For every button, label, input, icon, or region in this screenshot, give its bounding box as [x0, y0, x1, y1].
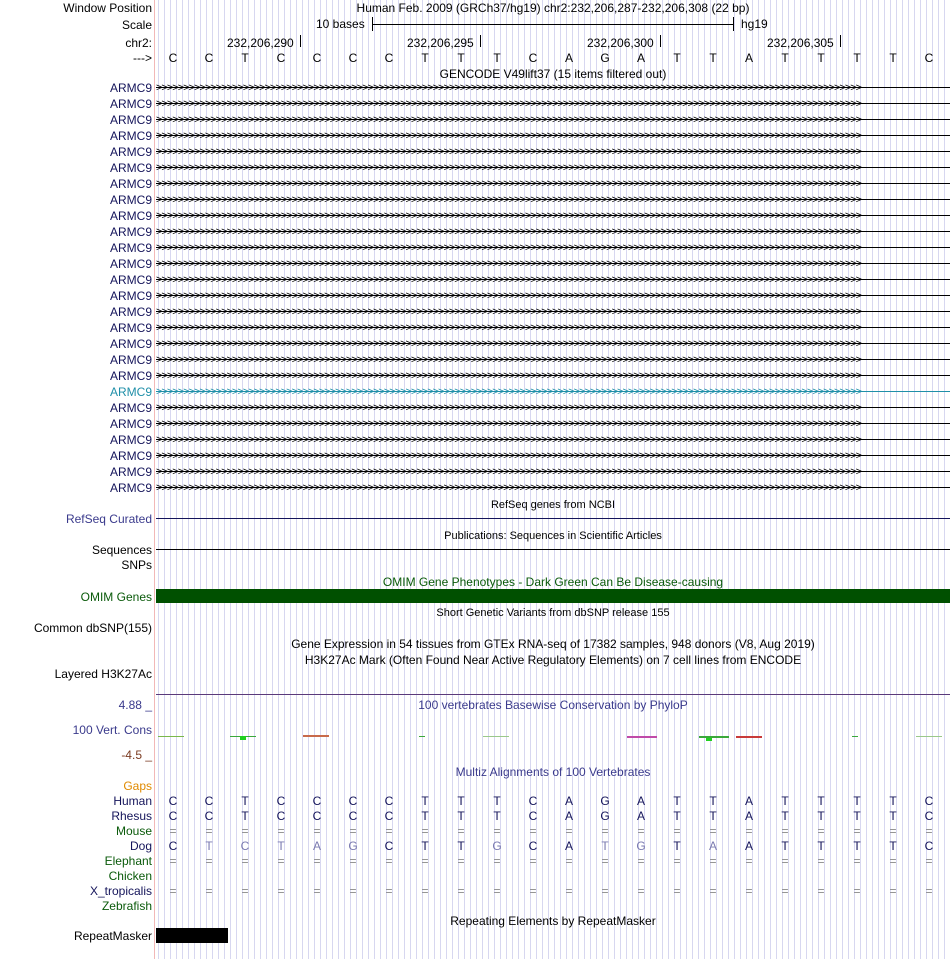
gene-feature[interactable]	[156, 193, 950, 207]
alignment-base: =	[601, 854, 609, 868]
strand-arrows: >>>>>>>>>>>>>>>>>>>>>>>>>>>>>>>>>>>>>>>>>>>>>>>>>>>>>>>>>>>>>>>>>>>>>>>>>>>>>>>>>>>>>>>>>>>>>>>>>>>>>>>>>>>>>>>>>>>>>>>>>>>>>>>>>>	[156, 418, 862, 430]
gene-feature[interactable]	[156, 385, 950, 399]
alignment-base: =	[529, 884, 537, 898]
position-tick-4	[840, 35, 841, 47]
alignment-base: =	[493, 884, 501, 898]
gene-label[interactable]: ARMC9	[109, 129, 152, 143]
alignment-base: C	[384, 839, 394, 853]
strand-arrows: >>>>>>>>>>>>>>>>>>>>>>>>>>>>>>>>>>>>>>>>>>>>>>>>>>>>>>>>>>>>>>>>>>>>>>>>>>>>>>>>>>>>>>>>>>>>>>>>>>>>>>>>>>>>>>>>>>>>>>>>>>>>>>>>>>	[156, 242, 862, 254]
alignment-base: T	[493, 809, 501, 823]
alignment-base: =	[781, 824, 789, 838]
gene-feature[interactable]	[156, 257, 950, 271]
repeatmasker-track-label[interactable]: RepeatMasker	[73, 929, 152, 943]
alignment-base: =	[313, 884, 321, 898]
phylop-mark	[158, 736, 184, 737]
alignment-base: =	[313, 824, 321, 838]
alignment-base: C	[168, 794, 178, 808]
assembly-label: hg19	[741, 17, 768, 31]
alignment-base: A	[744, 839, 753, 853]
gene-feature[interactable]	[156, 177, 950, 191]
gene-label[interactable]: ARMC9	[109, 353, 152, 367]
alignment-base: T	[709, 794, 717, 808]
gene-feature[interactable]	[156, 145, 950, 159]
h3k27ac-track-label[interactable]: Layered H3K27Ac	[54, 667, 152, 681]
gene-label[interactable]: ARMC9	[109, 369, 152, 383]
alignment-base: A	[564, 839, 573, 853]
alignment-base: T	[457, 809, 465, 823]
alignment-base: =	[205, 884, 213, 898]
alignment-base: T	[889, 809, 897, 823]
sequence-base: C	[384, 51, 394, 65]
alignment-base: =	[925, 854, 933, 868]
phylop-mark	[303, 735, 329, 737]
gene-feature[interactable]	[156, 481, 950, 495]
dbsnp-track-title[interactable]: Short Genetic Variants from dbSNP release 155	[436, 607, 670, 619]
alignment-base: T	[241, 809, 249, 823]
strand-arrows: >>>>>>>>>>>>>>>>>>>>>>>>>>>>>>>>>>>>>>>>>>>>>>>>>>>>>>>>>>>>>>>>>>>>>>>>>>>>>>>>>>>>>>>>>>>>>>>>>>>>>>>>>>>>>>>>>>>>>>>>>>>>>>>>>>	[156, 354, 862, 366]
alignment-base: =	[925, 824, 933, 838]
alignment-base: T	[673, 809, 681, 823]
scale-bar-right-tick	[733, 17, 734, 31]
alignment-base: =	[853, 854, 861, 868]
strand-arrows: >>>>>>>>>>>>>>>>>>>>>>>>>>>>>>>>>>>>>>>>>>>>>>>>>>>>>>>>>>>>>>>>>>>>>>>>>>>>>>>>>>>>>>>>>>>>>>>>>>>>>>>>>>>>>>>>>>>>>>>>>>>>>>>>>>	[156, 290, 862, 302]
strand-arrows: >>>>>>>>>>>>>>>>>>>>>>>>>>>>>>>>>>>>>>>>>>>>>>>>>>>>>>>>>>>>>>>>>>>>>>>>>>>>>>>>>>>>>>>>>>>>>>>>>>>>>>>>>>>>>>>>>>>>>>>>>>>>>>>>>>	[156, 434, 862, 446]
sequence-base: T	[241, 51, 249, 65]
gencode-track-title[interactable]: GENCODE V49lift37 (15 items filtered out)	[439, 67, 667, 81]
alignment-base: A	[636, 794, 645, 808]
strand-arrows: >>>>>>>>>>>>>>>>>>>>>>>>>>>>>>>>>>>>>>>>>>>>>>>>>>>>>>>>>>>>>>>>>>>>>>>>>>>>>>>>>>>>>>>>>>>>>>>>>>>>>>>>>>>>>>>>>>>>>>>>>>>>>>>>>>	[156, 338, 862, 350]
strand-arrows: >>>>>>>>>>>>>>>>>>>>>>>>>>>>>>>>>>>>>>>>>>>>>>>>>>>>>>>>>>>>>>>>>>>>>>>>>>>>>>>>>>>>>>>>>>>>>>>>>>>>>>>>>>>>>>>>>>>>>>>>>>>>>>>>>>	[156, 466, 862, 478]
sequence-base: T	[853, 51, 861, 65]
alignment-base: =	[277, 884, 285, 898]
omim-track-label[interactable]: OMIM Genes	[80, 590, 152, 604]
alignment-base: A	[312, 839, 321, 853]
alignment-base: =	[349, 824, 357, 838]
alignment-base: =	[745, 824, 753, 838]
strand-arrows: >>>>>>>>>>>>>>>>>>>>>>>>>>>>>>>>>>>>>>>>>>>>>>>>>>>>>>>>>>>>>>>>>>>>>>>>>>>>>>>>>>>>>>>>>>>>>>>>>>>>>>>>>>>>>>>>>>>>>>>>>>>>>>>>>>	[156, 114, 862, 126]
sequence-base: T	[709, 51, 717, 65]
alignment-base: =	[385, 854, 393, 868]
species-label[interactable]: Mouse	[115, 824, 152, 838]
alignment-base: =	[673, 884, 681, 898]
alignment-base: T	[421, 839, 429, 853]
gene-feature[interactable]	[156, 433, 950, 447]
gene-feature[interactable]	[156, 321, 950, 335]
alignment-base: C	[348, 794, 358, 808]
publications-track-title[interactable]: Publications: Sequences in Scientific Articles	[444, 530, 662, 542]
alignment-base: =	[601, 884, 609, 898]
species-label[interactable]: Human	[113, 794, 152, 808]
species-label[interactable]: X_tropicalis	[89, 884, 152, 898]
alignment-base: C	[384, 794, 394, 808]
alignment-base: =	[565, 884, 573, 898]
alignment-base: T	[817, 794, 825, 808]
alignment-base: C	[276, 794, 286, 808]
gene-label[interactable]: ARMC9	[109, 481, 152, 495]
gene-label[interactable]: ARMC9	[109, 161, 152, 175]
gene-label[interactable]: ARMC9	[109, 305, 152, 319]
phylop-mark	[419, 736, 425, 737]
alignment-base: C	[528, 809, 538, 823]
alignment-base: C	[924, 794, 934, 808]
gene-label[interactable]: ARMC9	[109, 145, 152, 159]
alignment-base: =	[385, 824, 393, 838]
alignment-base: =	[349, 854, 357, 868]
gene-label[interactable]: ARMC9	[109, 449, 152, 463]
gene-feature[interactable]	[156, 369, 950, 383]
h3k27ac-track-title[interactable]: H3K27Ac Mark (Often Found Near Active Regulatory Elements) on 7 cell lines from ENCODE	[304, 653, 802, 667]
gene-label[interactable]: ARMC9	[109, 257, 152, 271]
strand-arrows: >>>>>>>>>>>>>>>>>>>>>>>>>>>>>>>>>>>>>>>>>>>>>>>>>>>>>>>>>>>>>>>>>>>>>>>>>>>>>>>>>>>>>>>>>>>>>>>>>>>>>>>>>>>>>>>>>>>>>>>>>>>>>>>>>>	[156, 130, 862, 142]
sequence-base: C	[276, 51, 286, 65]
repeatmasker-element[interactable]	[156, 928, 228, 943]
phylop-track-title[interactable]: 100 vertebrates Basewise Conservation by PhyloP	[418, 698, 688, 712]
alignment-base: =	[565, 854, 573, 868]
alignment-base: T	[421, 794, 429, 808]
alignment-base: T	[781, 839, 789, 853]
alignment-base: =	[493, 824, 501, 838]
repeatmasker-track-title[interactable]: Repeating Elements by RepeatMasker	[450, 914, 656, 928]
gene-feature[interactable]	[156, 305, 950, 319]
scale-label: Scale	[121, 18, 152, 32]
alignment-base: G	[492, 839, 502, 853]
alignment-base: =	[853, 884, 861, 898]
scale-bar-left-tick	[372, 17, 373, 31]
alignment-base: =	[889, 824, 897, 838]
species-label[interactable]: Rhesus	[111, 809, 152, 823]
strand-arrows: >>>>>>>>>>>>>>>>>>>>>>>>>>>>>>>>>>>>>>>>>>>>>>>>>>>>>>>>>>>>>>>>>>>>>>>>>>>>>>>>>>>>>>>>>>>>>>>>>>>>>>>>>>>>>>>>>>>>>>>>>>>>>>>>>>	[156, 322, 862, 334]
alignment-base: =	[205, 854, 213, 868]
alignment-base: =	[709, 884, 717, 898]
alignment-base: =	[457, 854, 465, 868]
alignment-base: =	[349, 884, 357, 898]
gene-label[interactable]: ARMC9	[109, 209, 152, 223]
alignment-base: =	[457, 824, 465, 838]
gene-feature[interactable]	[156, 209, 950, 223]
strand-arrows: >>>>>>>>>>>>>>>>>>>>>>>>>>>>>>>>>>>>>>>>>>>>>>>>>>>>>>>>>>>>>>>>>>>>>>>>>>>>>>>>>>>>>>>>>>>>>>>>>>>>>>>>>>>>>>>>>>>>>>>>>>>>>>>>>>	[156, 226, 862, 238]
alignment-base: T	[421, 809, 429, 823]
alignment-base: =	[637, 854, 645, 868]
alignment-base: =	[529, 854, 537, 868]
gene-feature[interactable]	[156, 97, 950, 111]
sequence-base: C	[204, 51, 214, 65]
sequence-base: T	[817, 51, 825, 65]
alignment-base: A	[564, 809, 573, 823]
dbsnp-track-label[interactable]: Common dbSNP(155)	[33, 621, 152, 635]
alignment-base: C	[312, 794, 322, 808]
alignment-base: C	[204, 794, 214, 808]
alignment-base: =	[277, 854, 285, 868]
window-position-label: Window Position	[63, 1, 152, 15]
alignment-base: T	[601, 839, 609, 853]
gene-label[interactable]: ARMC9	[109, 465, 152, 479]
alignment-base: =	[673, 824, 681, 838]
alignment-base: =	[817, 854, 825, 868]
phylop-mark	[736, 736, 762, 738]
alignment-base: A	[708, 839, 717, 853]
alignment-base: C	[924, 839, 934, 853]
strand-arrows: >>>>>>>>>>>>>>>>>>>>>>>>>>>>>>>>>>>>>>>>>>>>>>>>>>>>>>>>>>>>>>>>>>>>>>>>>>>>>>>>>>>>>>>>>>>>>>>>>>>>>>>>>>>>>>>>>>>>>>>>>>>>>>>>>>	[156, 178, 862, 190]
alignment-base: T	[781, 809, 789, 823]
gaps-label: Gaps	[123, 779, 152, 793]
strand-arrows: >>>>>>>>>>>>>>>>>>>>>>>>>>>>>>>>>>>>>>>>>>>>>>>>>>>>>>>>>>>>>>>>>>>>>>>>>>>>>>>>>>>>>>>>>>>>>>>>>>>>>>>>>>>>>>>>>>>>>>>>>>>>>>>>>>	[156, 146, 862, 158]
sequence-base: T	[421, 51, 429, 65]
gene-label[interactable]: ARMC9	[109, 81, 152, 95]
refseq-track-label[interactable]: RefSeq Curated	[65, 512, 152, 526]
window-position-text: Human Feb. 2009 (GRCh37/hg19) chr2:232,206,287-232,206,308 (22 bp)	[356, 1, 750, 15]
omim-gene-bar[interactable]	[156, 589, 950, 603]
alignment-base: =	[169, 824, 177, 838]
alignment-base: =	[889, 884, 897, 898]
species-label[interactable]: Dog	[129, 839, 152, 853]
alignment-base: =	[853, 824, 861, 838]
alignment-base: C	[168, 809, 178, 823]
alignment-base: T	[241, 794, 249, 808]
alignment-base: A	[564, 794, 573, 808]
gene-feature[interactable]	[156, 401, 950, 415]
alignment-base: T	[817, 809, 825, 823]
alignment-base: =	[673, 854, 681, 868]
alignment-base: =	[205, 824, 213, 838]
sequence-base: C	[528, 51, 538, 65]
alignment-base: =	[817, 884, 825, 898]
gene-feature[interactable]	[156, 337, 950, 351]
gene-label[interactable]: ARMC9	[109, 193, 152, 207]
gene-feature[interactable]	[156, 465, 950, 479]
alignment-base: =	[169, 884, 177, 898]
species-label[interactable]: Zebrafish	[101, 899, 152, 913]
gene-feature[interactable]	[156, 273, 950, 287]
alignment-base: C	[168, 839, 178, 853]
strand-arrows: >>>>>>>>>>>>>>>>>>>>>>>>>>>>>>>>>>>>>>>>>>>>>>>>>>>>>>>>>>>>>>>>>>>>>>>>>>>>>>>>>>>>>>>>>>>>>>>>>>>>>>>>>>>>>>>>>>>>>>>>>>>>>>>>>>	[156, 194, 862, 206]
strand-arrows: >>>>>>>>>>>>>>>>>>>>>>>>>>>>>>>>>>>>>>>>>>>>>>>>>>>>>>>>>>>>>>>>>>>>>>>>>>>>>>>>>>>>>>>>>>>>>>>>>>>>>>>>>>>>>>>>>>>>>>>>>>>>>>>>>>	[156, 450, 862, 462]
alignment-base: C	[204, 809, 214, 823]
position-label-4: 232,206,305	[767, 36, 834, 50]
sequence-base: C	[312, 51, 322, 65]
phylop-mark	[706, 738, 712, 741]
sequence-base: T	[889, 51, 897, 65]
strand-arrows: >>>>>>>>>>>>>>>>>>>>>>>>>>>>>>>>>>>>>>>>>>>>>>>>>>>>>>>>>>>>>>>>>>>>>>>>>>>>>>>>>>>>>>>>>>>>>>>>>>>>>>>>>>>>>>>>>>>>>>>>>>>>>>>>>>	[156, 386, 862, 398]
alignment-base: =	[529, 824, 537, 838]
gtex-track-title[interactable]: Gene Expression in 54 tissues from GTEx RNA-seq of 17382 samples, 948 donors (V8, Aug 2019)	[291, 637, 815, 651]
alignment-base: =	[277, 824, 285, 838]
alignment-base: T	[457, 839, 465, 853]
alignment-base: =	[565, 824, 573, 838]
strand-arrows: >>>>>>>>>>>>>>>>>>>>>>>>>>>>>>>>>>>>>>>>>>>>>>>>>>>>>>>>>>>>>>>>>>>>>>>>>>>>>>>>>>>>>>>>>>>>>>>>>>>>>>>>>>>>>>>>>>>>>>>>>>>>>>>>>>	[156, 210, 862, 222]
alignment-base: C	[240, 839, 250, 853]
alignment-base: C	[528, 839, 538, 853]
gene-feature[interactable]	[156, 225, 950, 239]
gene-label[interactable]: ARMC9	[109, 321, 152, 335]
sequence-base: T	[781, 51, 789, 65]
alignment-base: =	[781, 884, 789, 898]
alignment-base: =	[241, 854, 249, 868]
species-label[interactable]: Elephant	[104, 854, 152, 868]
snps-track-label[interactable]: SNPs	[121, 558, 152, 572]
alignment-base: G	[600, 809, 610, 823]
alignment-base: =	[637, 824, 645, 838]
gene-feature[interactable]	[156, 353, 950, 367]
alignment-base: T	[709, 809, 717, 823]
alignment-base: C	[384, 809, 394, 823]
gene-feature[interactable]	[156, 417, 950, 431]
alignment-base: T	[781, 794, 789, 808]
sequence-base: G	[600, 51, 610, 65]
gene-feature[interactable]	[156, 129, 950, 143]
chrom-label: chr2:	[125, 36, 152, 50]
gene-feature[interactable]	[156, 113, 950, 127]
alignment-base: T	[493, 794, 501, 808]
alignment-base: =	[889, 854, 897, 868]
gene-label[interactable]: ARMC9	[109, 401, 152, 415]
alignment-base: =	[709, 854, 717, 868]
strand-arrows: >>>>>>>>>>>>>>>>>>>>>>>>>>>>>>>>>>>>>>>>>>>>>>>>>>>>>>>>>>>>>>>>>>>>>>>>>>>>>>>>>>>>>>>>>>>>>>>>>>>>>>>>>>>>>>>>>>>>>>>>>>>>>>>>>>	[156, 402, 862, 414]
alignment-base: =	[601, 824, 609, 838]
alignment-base: =	[925, 884, 933, 898]
phylop-mark	[852, 736, 858, 737]
sequence-base: T	[673, 51, 681, 65]
gene-label[interactable]: ARMC9	[109, 225, 152, 239]
alignment-base: G	[600, 794, 610, 808]
phylop-mark	[240, 736, 246, 740]
alignment-base: =	[241, 884, 249, 898]
strand-arrows: >>>>>>>>>>>>>>>>>>>>>>>>>>>>>>>>>>>>>>>>>>>>>>>>>>>>>>>>>>>>>>>>>>>>>>>>>>>>>>>>>>>>>>>>>>>>>>>>>>>>>>>>>>>>>>>>>>>>>>>>>>>>>>>>>>	[156, 306, 862, 318]
strand-label: --->	[133, 51, 152, 65]
alignment-base: T	[889, 839, 897, 853]
sequence-base: C	[348, 51, 358, 65]
sequence-base: T	[457, 51, 465, 65]
gene-label[interactable]: ARMC9	[109, 417, 152, 431]
gene-feature[interactable]	[156, 161, 950, 175]
gene-label[interactable]: ARMC9	[109, 385, 152, 399]
gene-feature[interactable]	[156, 81, 950, 95]
alignment-base: T	[817, 839, 825, 853]
sequences-track-label[interactable]: Sequences	[91, 543, 152, 557]
alignment-base: A	[636, 809, 645, 823]
gene-feature[interactable]	[156, 449, 950, 463]
phylop-mark	[699, 736, 729, 738]
alignment-base: T	[205, 839, 213, 853]
position-tick-3	[660, 35, 661, 47]
strand-arrows: >>>>>>>>>>>>>>>>>>>>>>>>>>>>>>>>>>>>>>>>>>>>>>>>>>>>>>>>>>>>>>>>>>>>>>>>>>>>>>>>>>>>>>>>>>>>>>>>>>>>>>>>>>>>>>>>>>>>>>>>>>>>>>>>>>	[156, 482, 862, 494]
alignment-base: T	[853, 839, 861, 853]
position-label-2: 232,206,295	[407, 36, 474, 50]
sequence-base: A	[744, 51, 753, 65]
strand-arrows: >>>>>>>>>>>>>>>>>>>>>>>>>>>>>>>>>>>>>>>>>>>>>>>>>>>>>>>>>>>>>>>>>>>>>>>>>>>>>>>>>>>>>>>>>>>>>>>>>>>>>>>>>>>>>>>>>>>>>>>>>>>>>>>>>>	[156, 98, 862, 110]
sequences-track-line[interactable]	[156, 549, 950, 550]
alignment-base: =	[169, 854, 177, 868]
phylop-track-label[interactable]: 100 Vert. Cons	[72, 723, 152, 737]
gene-label[interactable]: ARMC9	[109, 273, 152, 287]
gene-label[interactable]: ARMC9	[109, 337, 152, 351]
sequence-base: A	[564, 51, 573, 65]
strand-arrows: >>>>>>>>>>>>>>>>>>>>>>>>>>>>>>>>>>>>>>>>>>>>>>>>>>>>>>>>>>>>>>>>>>>>>>>>>>>>>>>>>>>>>>>>>>>>>>>>>>>>>>>>>>>>>>>>>>>>>>>>>>>>>>>>>>	[156, 162, 862, 174]
alignment-base: =	[421, 884, 429, 898]
sequence-base: T	[493, 51, 501, 65]
phylop-min-label: -4.5 _	[121, 748, 152, 762]
alignment-base: C	[528, 794, 538, 808]
scale-text: 10 bases	[316, 17, 365, 31]
phylop-mark	[627, 736, 657, 738]
alignment-base: =	[781, 854, 789, 868]
alignment-base: T	[889, 794, 897, 808]
sequence-base: C	[168, 51, 178, 65]
alignment-base: C	[924, 809, 934, 823]
gene-label[interactable]: ARMC9	[109, 433, 152, 447]
alignment-base: G	[348, 839, 358, 853]
multiz-track-title[interactable]: Multiz Alignments of 100 Vertebrates	[455, 765, 651, 779]
alignment-base: =	[745, 884, 753, 898]
alignment-base: A	[744, 809, 753, 823]
strand-arrows: >>>>>>>>>>>>>>>>>>>>>>>>>>>>>>>>>>>>>>>>>>>>>>>>>>>>>>>>>>>>>>>>>>>>>>>>>>>>>>>>>>>>>>>>>>>>>>>>>>>>>>>>>>>>>>>>>>>>>>>>>>>>>>>>>>	[156, 370, 862, 382]
alignment-base: =	[385, 884, 393, 898]
position-tick-1	[300, 35, 301, 47]
sequence-base: A	[636, 51, 645, 65]
alignment-base: T	[853, 809, 861, 823]
alignment-base: T	[853, 794, 861, 808]
h3k27ac-baseline	[156, 694, 950, 695]
phylop-max-label: 4.88 _	[118, 698, 152, 712]
alignment-base: =	[457, 884, 465, 898]
gene-feature[interactable]	[156, 289, 950, 303]
phylop-mark	[483, 736, 509, 737]
alignment-base: =	[745, 854, 753, 868]
gene-feature[interactable]	[156, 241, 950, 255]
alignment-base: =	[421, 824, 429, 838]
alignment-base: T	[673, 794, 681, 808]
sequence-row	[0, 51, 950, 65]
position-tick-2	[480, 35, 481, 47]
alignment-base: G	[636, 839, 646, 853]
omim-track-title[interactable]: OMIM Gene Phenotypes - Dark Green Can Be Disease-causing	[382, 575, 724, 589]
gene-label[interactable]: ARMC9	[109, 289, 152, 303]
alignment-base: C	[276, 809, 286, 823]
species-label[interactable]: Chicken	[108, 869, 152, 883]
alignment-base: =	[313, 854, 321, 868]
scale-bar	[372, 24, 733, 25]
alignment-base: A	[744, 794, 753, 808]
alignment-base: =	[637, 884, 645, 898]
position-label-3: 232,206,300	[587, 36, 654, 50]
strand-arrows: >>>>>>>>>>>>>>>>>>>>>>>>>>>>>>>>>>>>>>>>>>>>>>>>>>>>>>>>>>>>>>>>>>>>>>>>>>>>>>>>>>>>>>>>>>>>>>>>>>>>>>>>>>>>>>>>>>>>>>>>>>>>>>>>>>	[156, 274, 862, 286]
alignment-base: =	[421, 854, 429, 868]
gene-label[interactable]: ARMC9	[109, 177, 152, 191]
alignment-base: C	[312, 809, 322, 823]
strand-arrows: >>>>>>>>>>>>>>>>>>>>>>>>>>>>>>>>>>>>>>>>>>>>>>>>>>>>>>>>>>>>>>>>>>>>>>>>>>>>>>>>>>>>>>>>>>>>>>>>>>>>>>>>>>>>>>>>>>>>>>>>>>>>>>>>>>	[156, 82, 862, 94]
position-label-1: 232,206,290	[227, 36, 294, 50]
refseq-track-title[interactable]: RefSeq genes from NCBI	[490, 499, 616, 511]
alignment-base: C	[348, 809, 358, 823]
gene-label[interactable]: ARMC9	[109, 241, 152, 255]
alignment-base: =	[817, 824, 825, 838]
alignment-base: T	[673, 839, 681, 853]
strand-arrows: >>>>>>>>>>>>>>>>>>>>>>>>>>>>>>>>>>>>>>>>>>>>>>>>>>>>>>>>>>>>>>>>>>>>>>>>>>>>>>>>>>>>>>>>>>>>>>>>>>>>>>>>>>>>>>>>>>>>>>>>>>>>>>>>>>	[156, 258, 862, 270]
gene-label[interactable]: ARMC9	[109, 113, 152, 127]
gene-label[interactable]: ARMC9	[109, 97, 152, 111]
alignment-base: T	[457, 794, 465, 808]
alignment-base: =	[493, 854, 501, 868]
phylop-signal	[156, 730, 950, 744]
alignment-base: =	[241, 824, 249, 838]
sequence-base: C	[924, 51, 934, 65]
alignment-base: T	[277, 839, 285, 853]
phylop-mark	[916, 736, 942, 737]
alignment-base: =	[709, 824, 717, 838]
refseq-track-line[interactable]	[156, 518, 950, 519]
